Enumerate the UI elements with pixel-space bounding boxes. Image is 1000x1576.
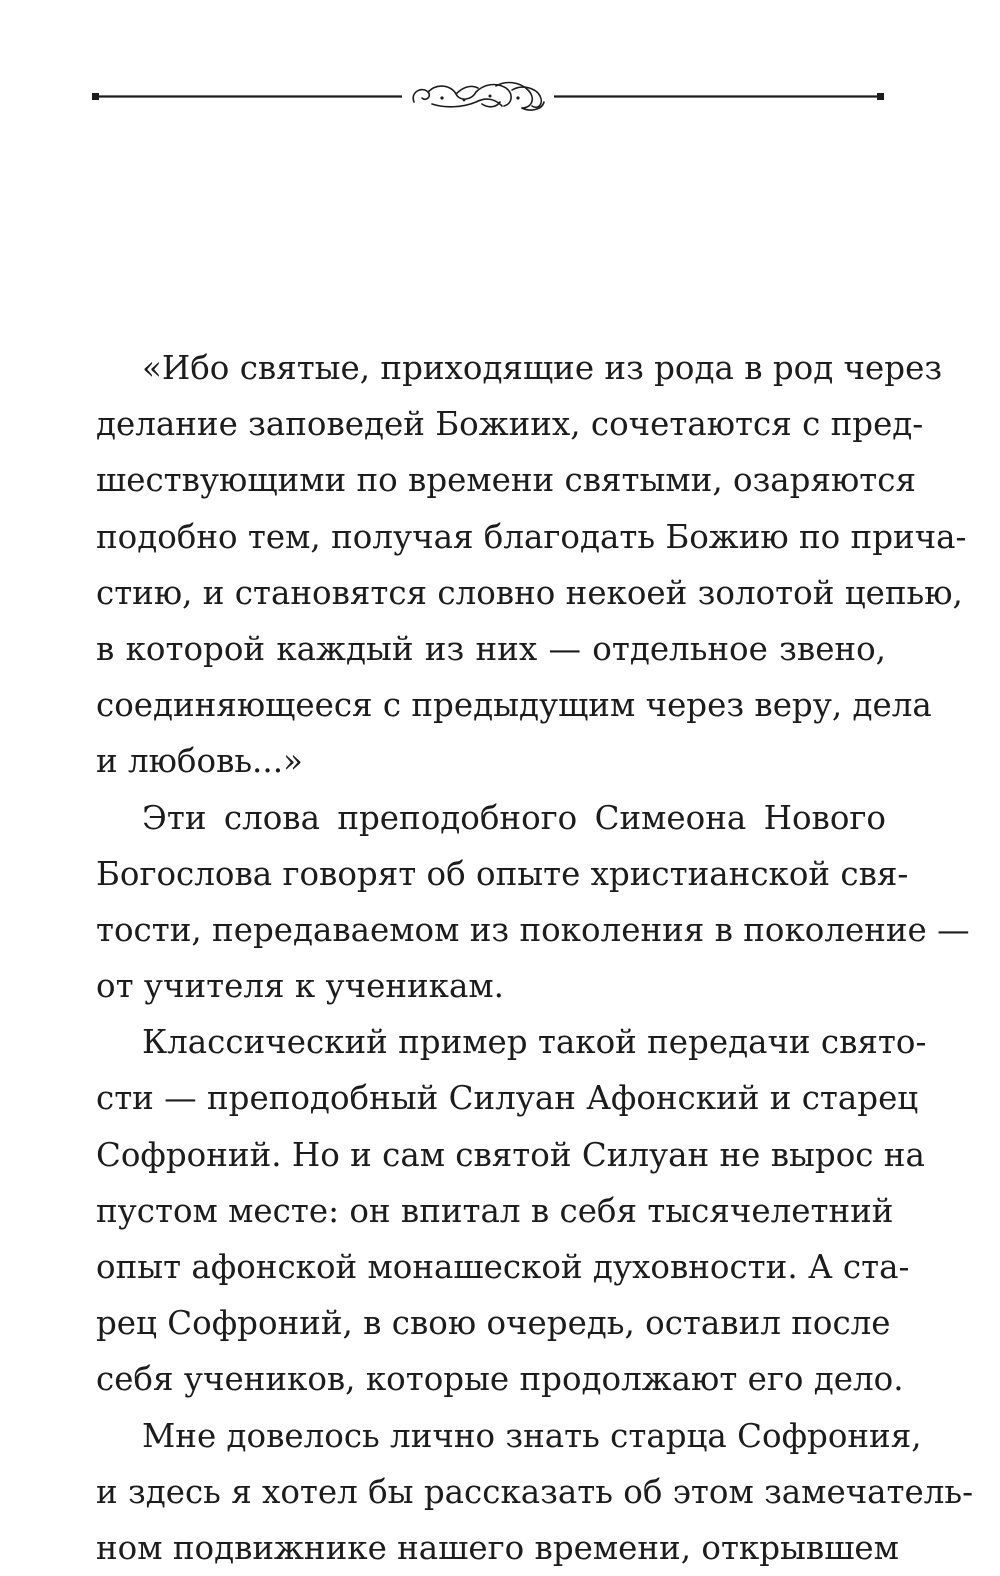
text-line: тости, передаваемом из поколения в поколение —	[96, 910, 970, 949]
decorative-ornament-icon	[92, 78, 892, 118]
text-line: Богослова говорят об опыте христианской свя-	[96, 854, 909, 893]
symeon-paragraph	[96, 790, 970, 1015]
text-line: пустом месте: он впитал в себя тысячелетний	[96, 1191, 894, 1230]
author-paragraph	[96, 1408, 974, 1576]
text-line: Эти слова преподобного Симеона Нового	[142, 798, 886, 837]
text-line: ном подвижнике нашего времени, открывшем	[96, 1528, 899, 1567]
text-line: в которой каждый из них — отдельное звено,	[96, 629, 886, 668]
text-line: «Ибо святые, приходящие из рода в род через	[142, 349, 943, 387]
text-line: шествующими по времени святыми, озаряются	[96, 461, 916, 500]
body-text	[96, 340, 974, 1576]
text-line: Софроний. Но и сам святой Силуан не вырос на	[96, 1135, 925, 1174]
quote-paragraph	[96, 340, 967, 790]
silouan-paragraph	[96, 1014, 927, 1407]
header-ornament	[92, 78, 892, 118]
text-line: Классический пример такой передачи свято-	[142, 1023, 927, 1062]
text-line: рец Софроний, в свою очередь, оставил после	[96, 1304, 891, 1343]
text-line: и любовь...»	[96, 742, 303, 781]
text-line: от учителя к ученикам.	[96, 967, 504, 1006]
text-line: Мне довелось лично знать старца Софрония,	[142, 1416, 922, 1455]
text-line: подобно тем, получая благодать Божию по прича-	[96, 517, 967, 556]
text-line: себя учеников, которые продолжают его дело.	[96, 1360, 904, 1399]
text-line: сти — преподобный Силуан Афонский и старец	[96, 1079, 919, 1118]
text-line: стию, и становятся словно некоей золотой цепью,	[96, 573, 963, 612]
text-line: соединяющееся с предыдущим через веру, дела	[96, 686, 932, 725]
text-line: и здесь я хотел бы рассказать об этом замечатель-	[96, 1472, 974, 1511]
text-line: опыт афонской монашеской духовности. А ста-	[96, 1248, 910, 1286]
text-line: делание заповедей Божиих, сочетаются с пред-	[96, 405, 924, 444]
